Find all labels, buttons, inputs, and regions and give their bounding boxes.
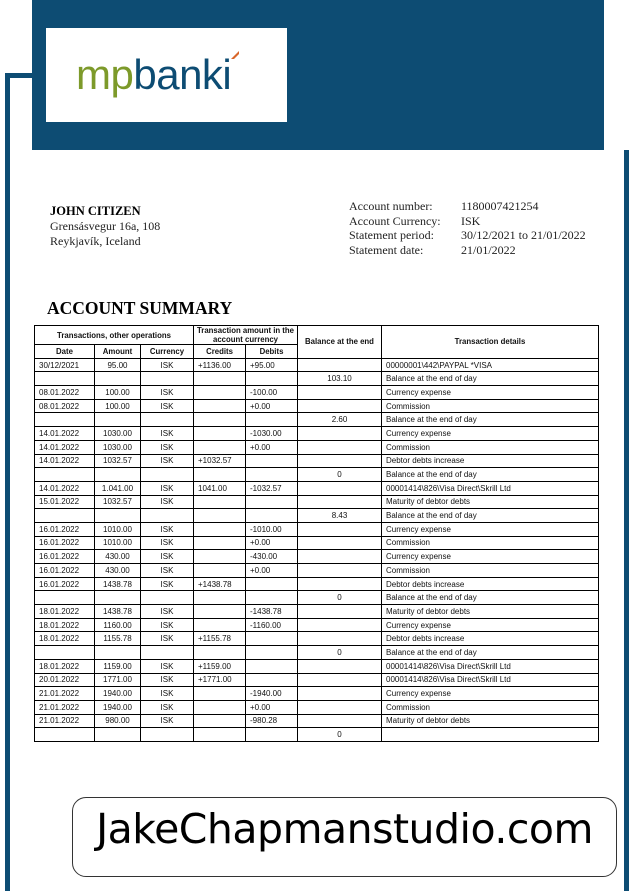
cell-debit: -430.00 [246,550,298,564]
table-row [35,399,599,413]
cell-balance [298,358,382,372]
cell-debit [246,413,298,427]
cell-date: 08.01.2022 [35,399,95,413]
cell-debit [246,509,298,523]
cell-details: Debtor debts increase [382,632,599,646]
table-row [35,673,599,687]
cell-date: 14.01.2022 [35,440,95,454]
cell-date [35,413,95,427]
cell-date: 21.01.2022 [35,714,95,728]
cell-currency: ISK [141,399,194,413]
cell-debit [246,728,298,742]
logo-accent-icon [230,50,240,60]
table-row [35,509,599,523]
cell-amount: 1940.00 [95,700,141,714]
cell-currency: ISK [141,714,194,728]
cell-amount: 1438.78 [95,577,141,591]
cell-credit: +1159.00 [194,659,246,673]
cell-credit [194,646,246,660]
table-row [35,495,599,509]
table-row [35,427,599,441]
cell-amount [95,646,141,660]
cell-credit: +1032.57 [194,454,246,468]
cell-debit [246,495,298,509]
cell-credit [194,700,246,714]
table-row [35,728,599,742]
cell-balance: 0 [298,468,382,482]
cell-details: Debtor debts increase [382,577,599,591]
cell-debit: -1940.00 [246,687,298,701]
cell-credit [194,550,246,564]
table-row [35,591,599,605]
table-row [35,413,599,427]
cell-details: Maturity of debtor debts [382,605,599,619]
cell-details: 00001414\826\Visa Direct\Skrill Ltd [382,659,599,673]
cell-details: Balance at the end of day [382,468,599,482]
cell-amount: 430.00 [95,564,141,578]
cell-debit [246,372,298,386]
table-row [35,468,599,482]
table-row [35,536,599,550]
cell-date [35,372,95,386]
cell-currency: ISK [141,632,194,646]
cell-details: Commission [382,440,599,454]
cell-credit: +1155.78 [194,632,246,646]
cell-date [35,468,95,482]
cell-balance: 0 [298,646,382,660]
cell-credit [194,495,246,509]
customer-name: JOHN CITIZEN [50,204,141,218]
header-amount-group: Transaction amount in the account currency [194,326,298,345]
cell-date: 14.01.2022 [35,454,95,468]
table-row [35,454,599,468]
cell-amount: 1771.00 [95,673,141,687]
cell-date: 08.01.2022 [35,386,95,400]
cell-amount: 1438.78 [95,605,141,619]
table-row [35,618,599,632]
table-row [35,564,599,578]
cell-debit [246,468,298,482]
cell-credit: 1041.00 [194,481,246,495]
cell-amount: 95.00 [95,358,141,372]
frame-line [5,73,10,891]
cell-balance [298,427,382,441]
cell-balance [298,440,382,454]
cell-debit: -1030.00 [246,427,298,441]
cell-credit [194,618,246,632]
cell-details: Balance at the end of day [382,509,599,523]
cell-currency: ISK [141,564,194,578]
cell-credit [194,564,246,578]
cell-currency: ISK [141,427,194,441]
cell-balance: 103.10 [298,372,382,386]
cell-details: Currency expense [382,386,599,400]
cell-debit: +0.00 [246,399,298,413]
table-row [35,440,599,454]
header-date: Date [35,345,95,359]
cell-currency: ISK [141,673,194,687]
table-row [35,481,599,495]
cell-credit [194,591,246,605]
table-row [35,605,599,619]
cell-currency: ISK [141,536,194,550]
cell-amount: 980.00 [95,714,141,728]
table-row [35,700,599,714]
cell-details: 00001414\826\Visa Direct\Skrill Ltd [382,481,599,495]
cell-currency [141,468,194,482]
cell-debit: -1010.00 [246,522,298,536]
cell-balance [298,564,382,578]
watermark-box [72,797,617,877]
cell-currency: ISK [141,454,194,468]
cell-balance [298,632,382,646]
cell-currency: ISK [141,700,194,714]
cell-debit: +0.00 [246,440,298,454]
cell-details: Commission [382,399,599,413]
cell-credit [194,468,246,482]
table-row [35,522,599,536]
cell-date: 18.01.2022 [35,659,95,673]
cell-credit [194,399,246,413]
cell-details: Commission [382,536,599,550]
cell-debit: +95.00 [246,358,298,372]
table-row [35,386,599,400]
cell-currency [141,413,194,427]
cell-currency: ISK [141,618,194,632]
cell-currency [141,646,194,660]
cell-debit [246,577,298,591]
cell-currency: ISK [141,577,194,591]
customer-block [50,204,160,249]
cell-currency [141,728,194,742]
customer-address-line1: Grensásvegur 16a, 108 [50,219,161,233]
account-row: Account Currency: ISK [349,213,481,228]
account-row: Statement date: 21/01/2022 [349,242,516,257]
cell-date: 16.01.2022 [35,550,95,564]
bank-logo: mpbanki [76,51,232,98]
cell-date: 16.01.2022 [35,536,95,550]
cell-amount: 1160.00 [95,618,141,632]
cell-debit [246,646,298,660]
cell-details: 00001414\826\Visa Direct\Skrill Ltd [382,673,599,687]
cell-debit: -1032.57 [246,481,298,495]
cell-credit [194,413,246,427]
cell-debit [246,632,298,646]
cell-credit [194,687,246,701]
cell-amount: 100.00 [95,399,141,413]
cell-date: 18.01.2022 [35,632,95,646]
cell-currency: ISK [141,440,194,454]
cell-balance [298,399,382,413]
account-row: Statement period: 30/12/2021 to 21/01/2022 [349,228,586,242]
cell-amount [95,372,141,386]
cell-balance [298,673,382,687]
cell-balance [298,577,382,591]
cell-balance [298,536,382,550]
table-row [35,687,599,701]
cell-balance [298,605,382,619]
cell-debit [246,659,298,673]
header-details: Transaction details [382,326,599,359]
transactions-table [34,325,599,742]
cell-debit: -1160.00 [246,618,298,632]
cell-amount: 1032.57 [95,495,141,509]
frame-line [624,150,629,891]
cell-amount: 430.00 [95,550,141,564]
cell-credit [194,536,246,550]
cell-details: Maturity of debtor debts [382,714,599,728]
cell-amount [95,468,141,482]
cell-date: 16.01.2022 [35,564,95,578]
header-transactions: Transactions, other operations [35,326,194,345]
cell-currency: ISK [141,481,194,495]
cell-debit: +0.00 [246,700,298,714]
cell-amount: 1010.00 [95,536,141,550]
cell-amount [95,509,141,523]
cell-balance [298,481,382,495]
cell-date [35,591,95,605]
cell-details: Currency expense [382,618,599,632]
cell-credit [194,372,246,386]
cell-debit: -100.00 [246,386,298,400]
cell-balance [298,386,382,400]
cell-balance: 2.60 [298,413,382,427]
cell-details: Balance at the end of day [382,413,599,427]
cell-currency [141,591,194,605]
cell-debit [246,673,298,687]
cell-date [35,646,95,660]
cell-details: Debtor debts increase [382,454,599,468]
header-currency: Currency [141,345,194,359]
cell-debit [246,591,298,605]
table-row [35,714,599,728]
cell-date: 15.01.2022 [35,495,95,509]
cell-credit [194,605,246,619]
cell-credit: +1438.78 [194,577,246,591]
cell-currency: ISK [141,687,194,701]
cell-credit [194,509,246,523]
cell-date: 16.01.2022 [35,577,95,591]
cell-debit: +0.00 [246,564,298,578]
cell-debit [246,454,298,468]
cell-balance: 0 [298,728,382,742]
table-row [35,577,599,591]
cell-balance [298,687,382,701]
cell-details [382,728,599,742]
cell-currency: ISK [141,605,194,619]
table-row [35,632,599,646]
cell-details: Commission [382,700,599,714]
watermark-text: JakeChapmanstudio.com [96,805,593,853]
cell-date: 20.01.2022 [35,673,95,687]
cell-amount: 1159.00 [95,659,141,673]
cell-balance [298,522,382,536]
cell-currency: ISK [141,659,194,673]
cell-amount: 1.041.00 [95,481,141,495]
customer-address-line2: Reykjavík, Iceland [50,234,141,248]
cell-currency: ISK [141,358,194,372]
cell-credit [194,440,246,454]
cell-date [35,728,95,742]
cell-details: Currency expense [382,522,599,536]
cell-details: Commission [382,564,599,578]
table-row [35,659,599,673]
cell-credit [194,386,246,400]
header-amount: Amount [95,345,141,359]
cell-balance: 0 [298,591,382,605]
cell-debit: -980.28 [246,714,298,728]
account-row: Account number: 1180007421254 [349,199,539,213]
cell-debit: -1438.78 [246,605,298,619]
cell-balance [298,495,382,509]
cell-date: 14.01.2022 [35,481,95,495]
cell-balance [298,659,382,673]
cell-details: Currency expense [382,427,599,441]
cell-currency [141,372,194,386]
cell-credit: +1771.00 [194,673,246,687]
cell-currency: ISK [141,550,194,564]
cell-details: Balance at the end of day [382,372,599,386]
cell-credit [194,728,246,742]
cell-details: Currency expense [382,687,599,701]
cell-debit: +0.00 [246,536,298,550]
cell-amount: 1032.57 [95,454,141,468]
cell-date: 30/12/2021 [35,358,95,372]
cell-date: 14.01.2022 [35,427,95,441]
cell-date [35,509,95,523]
cell-credit [194,714,246,728]
summary-title: ACCOUNT SUMMARY [47,298,233,318]
cell-amount: 1010.00 [95,522,141,536]
cell-amount [95,728,141,742]
cell-currency [141,509,194,523]
cell-date: 21.01.2022 [35,700,95,714]
cell-date: 18.01.2022 [35,618,95,632]
cell-balance: 8.43 [298,509,382,523]
transactions-body [35,358,599,741]
table-row [35,372,599,386]
cell-credit: +1136.00 [194,358,246,372]
cell-credit [194,427,246,441]
cell-details: 00000001\442\PAYPAL *VISA [382,358,599,372]
cell-balance [298,550,382,564]
cell-amount: 1155.78 [95,632,141,646]
cell-details: Balance at the end of day [382,591,599,605]
table-row [35,646,599,660]
cell-amount: 100.00 [95,386,141,400]
cell-balance [298,454,382,468]
cell-date: 16.01.2022 [35,522,95,536]
cell-currency: ISK [141,495,194,509]
account-info [349,199,586,257]
cell-balance [298,618,382,632]
header-debits: Debits [246,345,298,359]
cell-amount: 1030.00 [95,440,141,454]
cell-details: Maturity of debtor debts [382,495,599,509]
cell-date: 21.01.2022 [35,687,95,701]
cell-credit [194,522,246,536]
cell-details: Currency expense [382,550,599,564]
header-credits: Credits [194,345,246,359]
cell-currency: ISK [141,522,194,536]
cell-amount [95,413,141,427]
cell-currency: ISK [141,386,194,400]
table-row [35,358,599,372]
cell-balance [298,700,382,714]
header-balance: Balance at the end [298,326,382,359]
cell-amount: 1940.00 [95,687,141,701]
cell-amount [95,591,141,605]
table-row [35,550,599,564]
cell-date: 18.01.2022 [35,605,95,619]
cell-details: Balance at the end of day [382,646,599,660]
cell-amount: 1030.00 [95,427,141,441]
cell-balance [298,714,382,728]
